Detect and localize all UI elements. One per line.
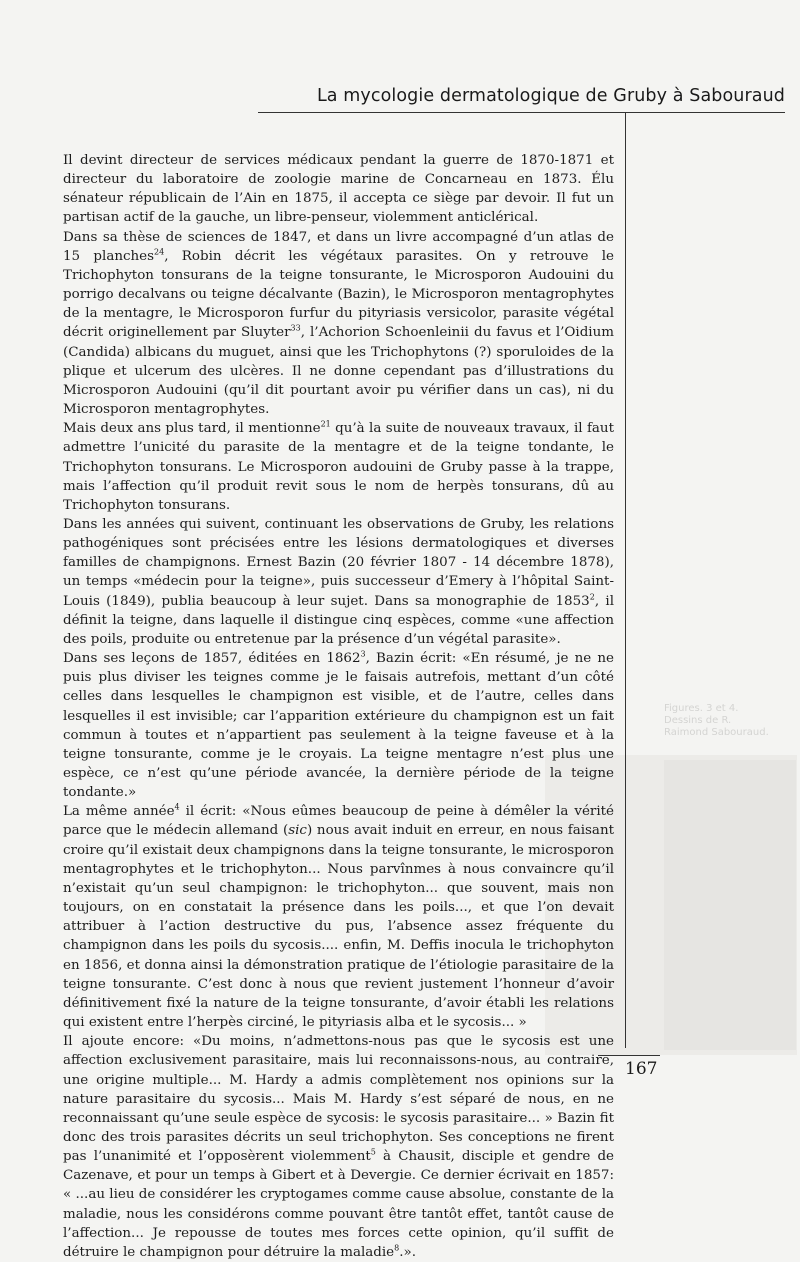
footnote-ref: 5 — [370, 1147, 376, 1157]
footnote-ref: 8 — [394, 1243, 400, 1253]
footnote-ref: 21 — [320, 419, 331, 429]
italic-text: sic — [288, 823, 307, 839]
text-run: Il devint directeur de services médicaux pendant la guerre de 1870-1871 et directeur du laboratoire de zoologie marine de Concarneau en 1873. Élu sénateur républicain de l’Ain en 1875, il accepta ce siège par devoir. Il fut un partisan actif de la gauche, un libre-penseur, violemment anticlérical. — [63, 153, 614, 226]
caption-line: Raimond Sabouraud. — [664, 727, 769, 738]
running-header: La mycologie dermatologique de Gruby à Sabouraud — [316, 86, 785, 106]
faded-figure-photo — [664, 760, 796, 1050]
paragraph — [63, 649, 614, 802]
footnote-ref: 33 — [290, 323, 301, 333]
text-run: , il définit la teigne, dans laquelle il distingue cinq espèces, comme «une affection des poils, produite ou entretenue par la présence d’un végétal parasite». — [63, 593, 615, 647]
footnote-ref: 24 — [154, 247, 165, 257]
paragraph — [63, 802, 614, 1032]
page-number: 167 — [625, 1059, 658, 1079]
caption-line: Figures. 3 et 4. — [664, 703, 739, 714]
paragraph — [63, 1032, 614, 1262]
text-run: , Robin décrit les végétaux parasites. On y retrouve le Trichophyton tonsurans de la teigne tonsurante, le Microsporon Audouini du porrigo decalvans ou teigne décalvante (Bazin), le Microsporon mentagrophytes de la mentagre, le Microsporon furfur du pityriasis versicolor, parasite végétal décrit originellement par Sluyter — [63, 248, 614, 341]
faded-figure-caption — [664, 703, 794, 739]
text-run: Dans sa thèse de sciences de 1847, et dans un livre accompagné d’un atlas de 15 planches — [63, 229, 614, 264]
footnote-ref: 3 — [360, 649, 366, 659]
text-run: à Chausit, disciple et gendre de Cazenave, et pour un temps à Gibert et à Devergie. Ce dernier écrivait en 1857: « ...au lieu de considérer les cryptogames comme cause absolue, constante de la maladie, nous les considérons comme pouvant être tantôt effet, tantôt cause de l’affection... Je repousse de toutes mes forces cette opinion, qu’il suffit de détruire le champignon pour détruire la maladie — [63, 1149, 615, 1260]
text-run: Mais deux ans plus tard, il mentionne — [63, 421, 321, 437]
footnote-ref: 2 — [589, 592, 595, 602]
text-run: il écrit: «Nous eûmes beaucoup de peine à démêler la vérité parce que le médecin allemand ( — [63, 804, 614, 839]
text-run: .». — [399, 1244, 416, 1260]
header-rule — [258, 112, 785, 113]
text-run: Il ajoute encore: «Du moins, n’admettons-nous pas que le sycosis est une affection exclusivement parasitaire, mais lui reconnaissons-nous, au contraire, une origine multiple... M. Hardy a admis complètement nos opinions sur la nature parasitaire du sycosis... Mais M. Hardy s’est séparé de nous, en ne reconnaissant qu’une seule espèce de sycosis: le sycosis parasitaire... » Bazin fit donc des trois parasites décrits un seul trichophyton. Ses conceptions ne firent pas l’unanimité et l’opposèrent violemment — [63, 1034, 614, 1165]
column-rule — [625, 113, 626, 1048]
text-run: , Bazin écrit: «En résumé, je ne ne puis plus diviser les teignes comme je le faisais autrefois, mettant d’un côté celles dans lesquelles le champignon est visible, et de l’autre, celles dans lesquelles il est invisible; car l’apparition extérieure du champignon est un fait commun à toutes et n’appartient pas seulement à la teigne faveuse et à la teigne tonsurante, comme je le croyais. La teigne mentagre n’est plus une espèce, ce n’est qu’une période avancée, la dernière période de la teigne tondante.» — [63, 651, 614, 801]
text-run: , l’Achorion Schoenleinii du favus et l’Oidium (Candida) albicans du muguet, ainsi que les Trichophytons (?) sporuloides de la plique et ulcerum des ulcères. Il ne donne cependant pas d’illustrations du Microsporon Audouini (qu’il dit pourtant avoir pu vérifier dans un cas), ni du Microsporon mentagrophytes. — [63, 325, 614, 418]
paragraph — [63, 228, 614, 420]
text-run: Dans les années qui suivent, continuant les observations de Gruby, les relations pathogéniques sont précisées entre les lésions dermatologiques et diverses familles de champignons. Ernest Bazin (20 février 1807 - 14 décembre 1878), un temps «médecin pour la teigne», puis successeur d’Emery à l’hôpital Saint-Louis (1849), publia beaucoup à leur sujet. Dans sa monographie de 1853 — [63, 516, 614, 609]
paragraph — [63, 151, 614, 228]
text-run: La même année — [63, 804, 175, 820]
paragraph — [63, 419, 614, 515]
footnote-ref: 4 — [174, 802, 180, 812]
text-run: ) nous avait induit en erreur, en nous faisant croire qu’il existait deux champignons dans la teigne tonsurante, le microsporon mentagrophytes et le trichophyton... Nous parvînmes à nous convaincre qu’il n’existait qu’un seul champignon: le trichophyton... que souvent, mais non toujours, on en constatait la présence dans les poils..., et que l’on devait attribuer à l’action destructive du pus, l’absence assez fréquente du champignon dans les poils du sycosis.... enfin, M. Deffis inocula le trichophyton en 1856, et donna ainsi la démonstration pratique de l’étiologie parasitaire de la teigne tonsurante. C’est donc à nous que revient justement l’honneur d’avoir définitivement fixé la nature de la teigne tonsurante, d’avoir établi les relations qui existent entre l’herpès circiné, le pityriasis alba et le sycosis... » — [63, 823, 614, 1031]
text-run: qu’à la suite de nouveaux travaux, il faut admettre l’unicité du parasite de la mentagre et de la teigne tondante, le Trichophyton tonsurans. Le Microsporon audouini de Gruby passe à la trappe, mais l’affection qu’il produit revit sous le nom de herpès tonsurans, dû au Trichophyton tonsurans. — [63, 421, 614, 513]
text-run: Dans ses leçons de 1857, éditées en 1862 — [63, 651, 361, 667]
paragraph — [63, 515, 614, 649]
body-text — [63, 151, 614, 1262]
caption-line: Dessins de R. — [664, 715, 732, 726]
